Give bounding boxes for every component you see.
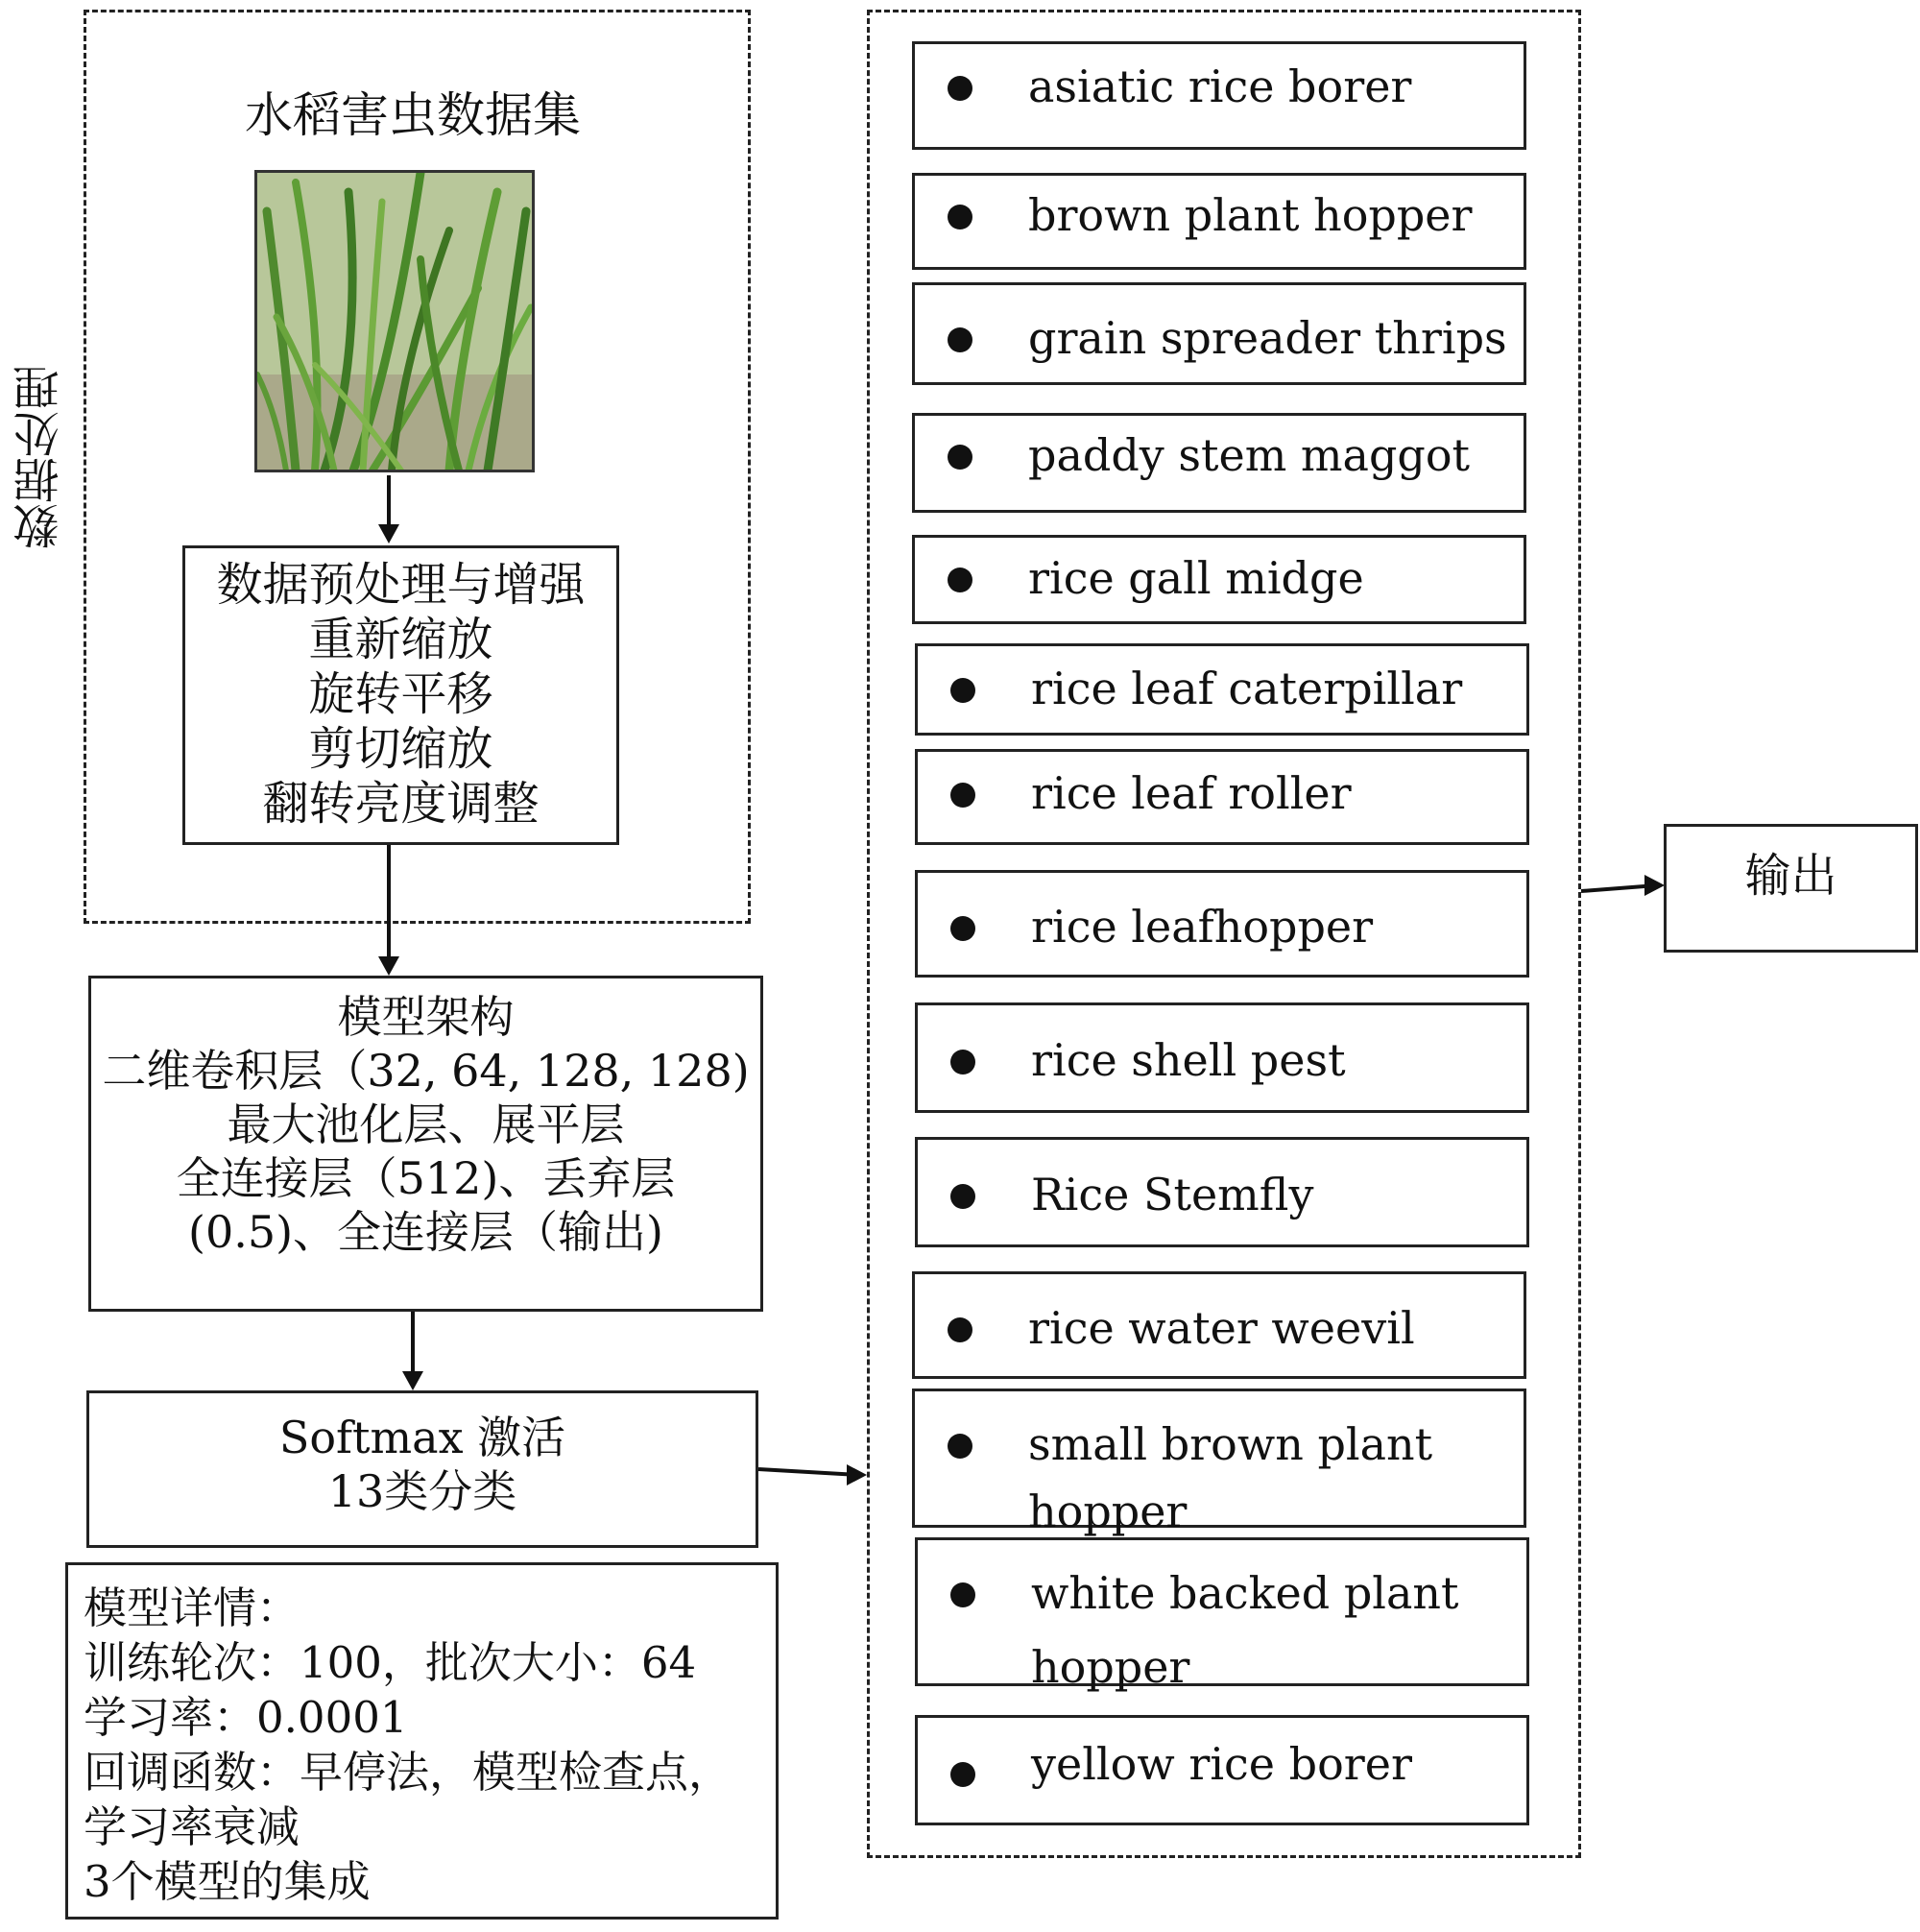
model-line: (0.5)、全连接层（输出) <box>188 1206 663 1258</box>
class-label: white backed plant <box>1031 1567 1459 1619</box>
class-label: paddy stem maggot <box>1028 429 1471 481</box>
bullet-icon <box>950 1050 975 1075</box>
output-label: 输出 <box>1744 849 1837 903</box>
class-label: rice leafhopper <box>1031 901 1374 953</box>
class-item-rice-stemfly <box>915 1137 1529 1247</box>
bullet-icon <box>950 1762 975 1787</box>
class-item-rice-leafhopper <box>915 870 1529 978</box>
bullet-icon <box>948 445 972 470</box>
class-item-rice-gall-midge <box>912 535 1526 624</box>
class-item-white-backed-plant-hopper <box>915 1537 1529 1693</box>
details-line: 学习率衰减 <box>84 1801 300 1852</box>
details-line: 模型详情： <box>84 1582 300 1633</box>
dataset-title: 水稻害虫数据集 <box>245 87 581 143</box>
arrow-classes-to-output <box>1581 885 1657 891</box>
model-details-box <box>65 1562 779 1920</box>
bullet-icon <box>948 1317 972 1342</box>
class-item-rice-water-weevil <box>912 1271 1526 1379</box>
bullet-icon <box>948 568 972 592</box>
class-item-rice-leaf-caterpillar <box>915 643 1529 736</box>
class-item-rice-shell-pest <box>915 1002 1529 1113</box>
arrow-softmax-to-classes <box>758 1469 859 1475</box>
model-architecture-box <box>88 976 763 1312</box>
details-line: 训练轮次：100，批次大小：64 <box>84 1637 697 1688</box>
class-label: small brown plant <box>1028 1418 1433 1470</box>
model-line: 二维卷积层（32, 64, 128, 128) <box>102 1045 750 1097</box>
rice-field-image <box>254 170 535 472</box>
bullet-icon <box>950 678 975 703</box>
bullet-icon <box>948 1434 972 1459</box>
details-line: 3个模型的集成 <box>84 1856 371 1907</box>
preprocess-box <box>182 545 619 845</box>
bullet-icon <box>948 205 972 229</box>
bullet-icon <box>948 327 972 352</box>
bullet-icon <box>950 783 975 808</box>
class-item-rice-leaf-roller <box>915 749 1529 845</box>
class-item-yellow-rice-borer <box>915 1715 1529 1825</box>
arrowhead <box>378 956 399 976</box>
class-label: rice shell pest <box>1031 1034 1346 1086</box>
softmax-line: 13类分类 <box>327 1465 517 1517</box>
class-item-grain-spreader-thrips <box>912 282 1526 385</box>
side-label-data-processing: 数据处理 <box>13 365 67 549</box>
class-label: yellow rice borer <box>1031 1738 1412 1790</box>
class-label: Rice Stemfly <box>1031 1169 1314 1220</box>
class-item-paddy-stem-maggot <box>912 413 1526 513</box>
bullet-icon <box>950 916 975 941</box>
softmax-box <box>86 1390 758 1548</box>
model-line: 最大池化层、展平层 <box>227 1099 625 1150</box>
arrowhead <box>1644 875 1665 896</box>
class-label: hopper <box>1031 1641 1190 1693</box>
preprocess-line: 剪切缩放 <box>308 722 493 776</box>
bullet-icon <box>950 1184 975 1209</box>
preprocess-line: 重新缩放 <box>308 613 493 666</box>
class-label: rice leaf roller <box>1031 767 1352 819</box>
class-item-brown-plant-hopper <box>912 173 1526 270</box>
bullet-icon <box>948 76 972 101</box>
model-line: 模型架构 <box>337 991 515 1043</box>
class-label: brown plant hopper <box>1028 189 1473 241</box>
softmax-line: Softmax 激活 <box>278 1412 566 1463</box>
class-label: rice gall midge <box>1028 552 1364 604</box>
class-item-asiatic-rice-borer <box>912 41 1526 150</box>
output-box <box>1664 824 1918 953</box>
preprocess-line: 翻转亮度调整 <box>262 777 540 831</box>
class-label: rice leaf caterpillar <box>1031 663 1463 714</box>
class-label: rice water weevil <box>1028 1302 1415 1354</box>
class-item-small-brown-plant-hopper <box>912 1389 1526 1537</box>
class-label: grain spreader thrips <box>1028 312 1507 364</box>
details-line: 学习率：0.0001 <box>84 1692 408 1743</box>
arrowhead <box>847 1464 867 1485</box>
preprocess-line: 数据预处理与增强 <box>216 558 586 612</box>
preprocess-line: 旋转平移 <box>308 667 493 721</box>
class-label: hopper <box>1028 1485 1188 1537</box>
arrowhead <box>402 1371 423 1390</box>
bullet-icon <box>950 1582 975 1607</box>
class-label: asiatic rice borer <box>1028 60 1412 112</box>
model-line: 全连接层（512)、丢弃层 <box>176 1152 676 1204</box>
details-line: 回调函数：早停法，模型检查点， <box>84 1747 732 1798</box>
